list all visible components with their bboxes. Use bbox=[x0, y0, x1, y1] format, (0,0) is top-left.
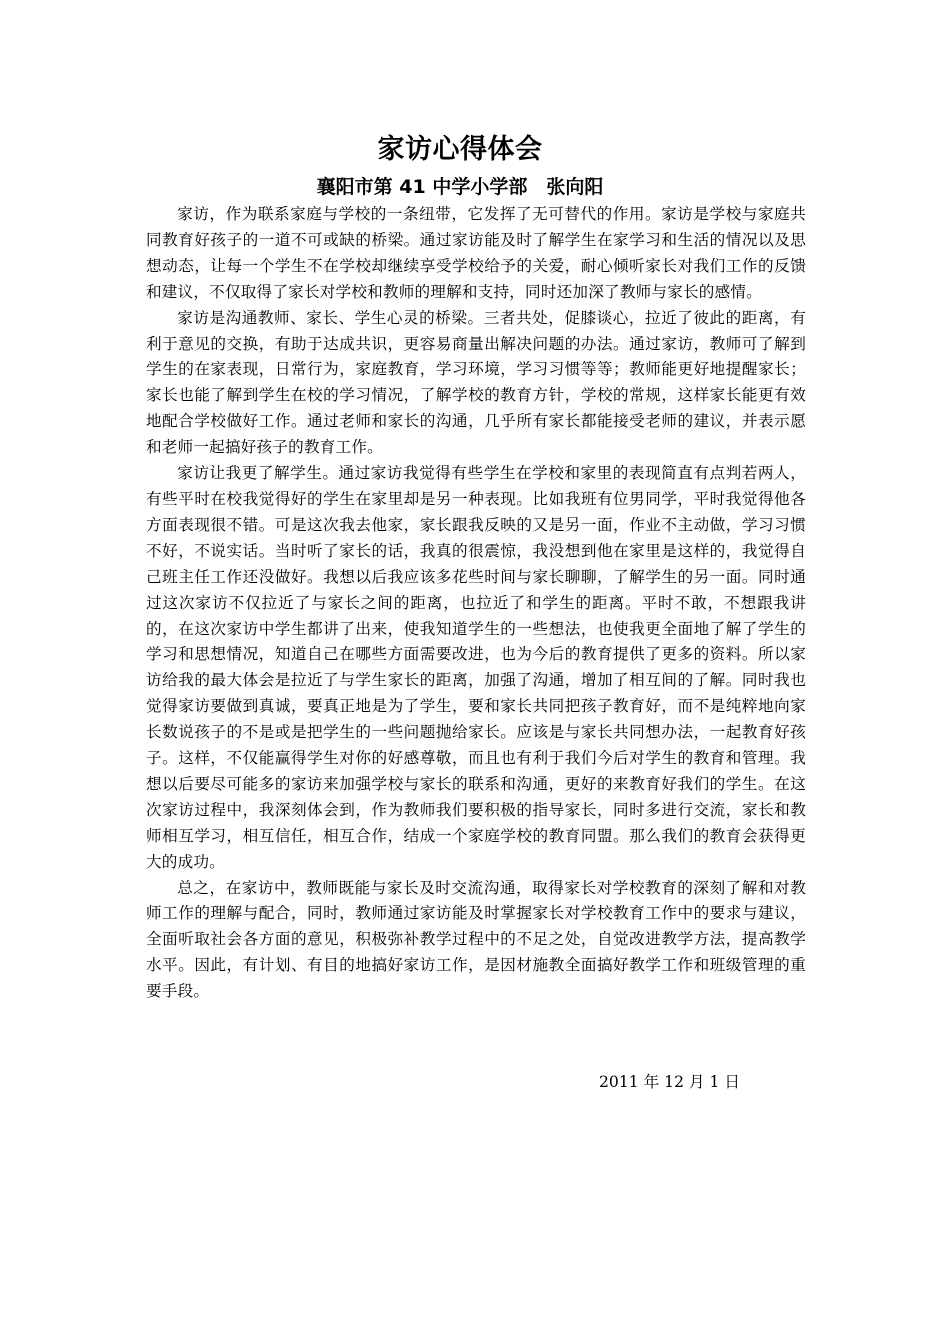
paragraph-understanding: 家访让我更了解学生。通过家访我觉得有些学生在学校和家里的表现简直有点判若两人，有些平时在校我觉得好的学生在家里却是另一种表现。比如我班有位男同学，平时我觉得他各方面表现很不错。可是这次我去他家，家长跟我反映的又是另一面，作业不主动做，学习习惯不好，不说实话。当时听了家长的话，我真的很震惊，我没想到他在家里是这样的，我觉得自己班主任工作还没做好。我想以后我应该多花些时间与家长聊聊，了解学生的另一面。同时通过这次家访不仅拉近了与家长之间的距离，也拉近了和学生的距离。平时不敢，不想跟我讲的，在这次家访中学生都讲了出来，使我知道学生的一些想法，也使我更全面地了解了学生的学习和思想情况，知道自己在哪些方面需要改进，也为今后的教育提供了更多的资料。所以家访给我的最大体会是拉近了与学生家长的距离，加强了沟通，增加了相互间的了解。同时我也觉得家访要做到真诚，要真正地是为了学生，要和家长共同把孩子教育好，而不是纯粹地向家长数说孩子的不是或是把学生的一些问题抛给家长。应该是与家长共同想办法，一起教育好孩子。这样，不仅能赢得学生对你的好感尊敬，而且也有利于我们今后对学生的教育和管理。我想以后要尽可能多的家访来加强学校与家长的联系和沟通，更好的来教育好我们的学生。在这次家访过程中，我深刻体会到，作为教师我们要积极的指导家长，同时多进行交流，家长和教师相互学习，相互信任，相互合作，结成一个家庭学校的教育同盟。那么我们的教育会获得更大的成功。 bbox=[146, 464, 806, 871]
paragraph-bridge: 家访是沟通教师、家长、学生心灵的桥梁。三者共处，促膝谈心，拉近了彼此的距离，有利于意见的交换，有助于达成共识，更容易商量出解决问题的办法。通过家访，教师可了解到学生的在家表现，日常行为，家庭教育，学习环境，学习习惯等等；教师能更好地提醒家长；家长也能了解到学生在校的学习情况，了解学校的教育方针，学校的常规，这样家长能更有效地配合学校做好工作。通过老师和家长的沟通，几乎所有家长都能接受老师的建议，并表示愿和老师一起搞好孩子的教育工作。 bbox=[146, 308, 806, 457]
paragraph-intro: 家访，作为联系家庭与学校的一条纽带，它发挥了无可替代的作用。家访是学校与家庭共同教育好孩子的一道不可或缺的桥梁。通过家访能及时了解学生在家学习和生活的情况以及思想动态，让每一个学生不在学校却继续享受学校给予的关爱，耐心倾听家长对我们工作的反馈和建议，不仅取得了家长对学校和教师的理解和支持，同时还加深了教师与家长的感情。 bbox=[146, 205, 806, 301]
paragraph-conclusion: 总之，在家访中，教师既能与家长及时交流沟通，取得家长对学校教育的深刻了解和对教师工作的理解与配合，同时，教师通过家访能及时掌握家长对学校教育工作中的要求与建议，全面听取社会各方面的意见，积极弥补教学过程中的不足之处，自觉改进教学方法，提高教学水平。因此，有计划、有目的地搞好家访工作，是因材施教全面搞好教学工作和班级管理的重要手段。 bbox=[146, 878, 806, 1001]
document-title: 家访心得体会 bbox=[377, 134, 543, 165]
author-line: 襄阳市第 41 中学小学部 张向阳 bbox=[316, 176, 604, 198]
document-date: 2011 年 12 月 1 日 bbox=[598, 1073, 740, 1091]
document-body bbox=[146, 202, 806, 1005]
